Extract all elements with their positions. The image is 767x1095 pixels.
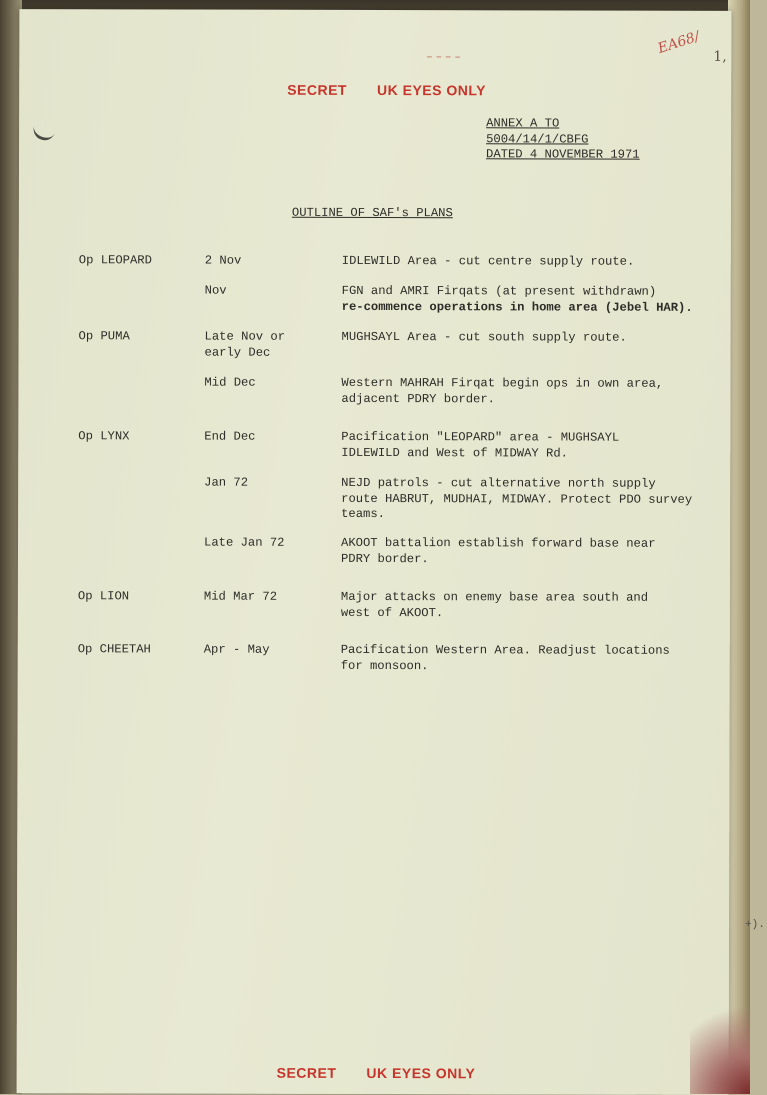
plan-row: [18, 375, 730, 406]
margin-mark: +).: [745, 918, 765, 932]
plan-operation: Op LION: [77, 589, 130, 604]
plan-description-line: Pacification "LEOPARD" area - MUGHSAYL: [341, 429, 620, 445]
plan-row: [18, 535, 730, 566]
document-page: [17, 9, 765, 1095]
plan-timing: [204, 590, 324, 606]
plan-row: [18, 429, 730, 461]
plan-description: [341, 590, 713, 622]
plan-description-line: AKOOT battalion establish forward base near: [341, 535, 656, 551]
plan-description-line: PDRY border.: [340, 551, 429, 566]
plan-timing: [205, 254, 325, 270]
plan-operation: Op CHEETAH: [77, 642, 151, 657]
annex-line-3: DATED 4 NOVEMBER 1971: [486, 147, 640, 162]
plan-description-line: FGN and AMRI Firqats (at present withdrawn): [341, 283, 657, 299]
plan-timing-line: End Dec: [204, 429, 256, 444]
annex-line-1: ANNEX A TO: [486, 116, 560, 131]
plan-timing-line: Apr - May: [203, 642, 270, 657]
plan-description: [341, 536, 713, 568]
plan-timing: [205, 330, 325, 361]
plan-description: [341, 430, 713, 462]
plan-timing-line: Late Nov or: [204, 329, 286, 344]
plan-description-line: adjacent PDRY border.: [341, 391, 496, 406]
plan-timing-line: Mid Mar 72: [203, 589, 278, 604]
plan-description-line: route HABRUT, MUDHAI, MIDWAY. Protect PDO survey: [341, 491, 693, 507]
plan-timing: [204, 643, 324, 659]
document-title: OUTLINE OF SAF's PLANS: [291, 205, 453, 221]
plan-description-line: Western MAHRAH Firqat begin ops in own area,: [341, 375, 664, 391]
classification-caveat: UK EYES ONLY: [376, 82, 486, 99]
plan-timing-line: Nov: [204, 283, 227, 298]
classification-level: SECRET: [276, 1064, 337, 1081]
plan-description: [342, 330, 714, 346]
plan-description-line: Pacification Western Area. Readjust locations: [340, 642, 670, 658]
plan-timing-line: 2 Nov: [204, 253, 242, 268]
plan-description-line: Major attacks on enemy base area south and: [340, 589, 649, 605]
plan-row: [18, 642, 730, 673]
plan-row: [18, 589, 730, 620]
plan-row: [18, 475, 730, 522]
plan-operation: Op LYNX: [78, 429, 130, 444]
plan-row: [19, 283, 731, 315]
page-corner-shadow: [690, 984, 750, 1094]
classification-caveat: UK EYES ONLY: [366, 1064, 476, 1082]
plan-timing: [204, 376, 324, 392]
plan-description: [342, 254, 714, 270]
plan-row: [19, 253, 731, 269]
plan-description: [341, 643, 713, 675]
plan-description-line: IDLEWILD Area - cut centre supply route.: [341, 253, 635, 269]
annex-line-2: 5004/14/1/CBFG: [486, 131, 589, 147]
plan-operation: Op PUMA: [78, 329, 130, 344]
plan-timing: [204, 476, 324, 492]
plan-description: [341, 376, 713, 408]
plan-timing-line: early Dec: [204, 345, 271, 360]
classification-header: [287, 82, 486, 99]
plan-description-line: for monsoon.: [340, 658, 429, 673]
binder-clip-icon: [31, 118, 58, 143]
plan-timing: [204, 536, 324, 552]
plan-operation: Op LEOPARD: [78, 253, 152, 268]
classification-footer: [277, 1065, 476, 1082]
plan-timing-line: Late Jan 72: [204, 535, 285, 550]
plan-timing-line: Jan 72: [204, 475, 249, 490]
plan-description: [342, 284, 714, 316]
plan-description: [341, 476, 713, 523]
classification-level: SECRET: [287, 81, 348, 98]
handwritten-mark: 1,: [713, 48, 727, 65]
plan-description-line: NEJD patrols - cut alternative north supply: [341, 475, 656, 491]
handwritten-reference: EA68/: [655, 28, 702, 57]
plan-description-line: re-commence operations in home area (Jebel HAR).: [341, 299, 693, 315]
plan-description-line: MUGHSAYL Area - cut south supply route.: [341, 329, 627, 345]
plan-timing: [205, 284, 325, 300]
plan-timing: [204, 430, 324, 446]
plan-description-line: teams.: [341, 506, 386, 522]
plan-description-line: west of AKOOT.: [340, 605, 444, 620]
stamp-fragment: _ _ _ _: [427, 48, 461, 59]
annex-reference: [486, 116, 640, 163]
plan-row: [19, 329, 731, 360]
plan-timing-line: Mid Dec: [204, 375, 256, 390]
plan-description-line: IDLEWILD and West of MIDWAY Rd.: [341, 445, 569, 461]
